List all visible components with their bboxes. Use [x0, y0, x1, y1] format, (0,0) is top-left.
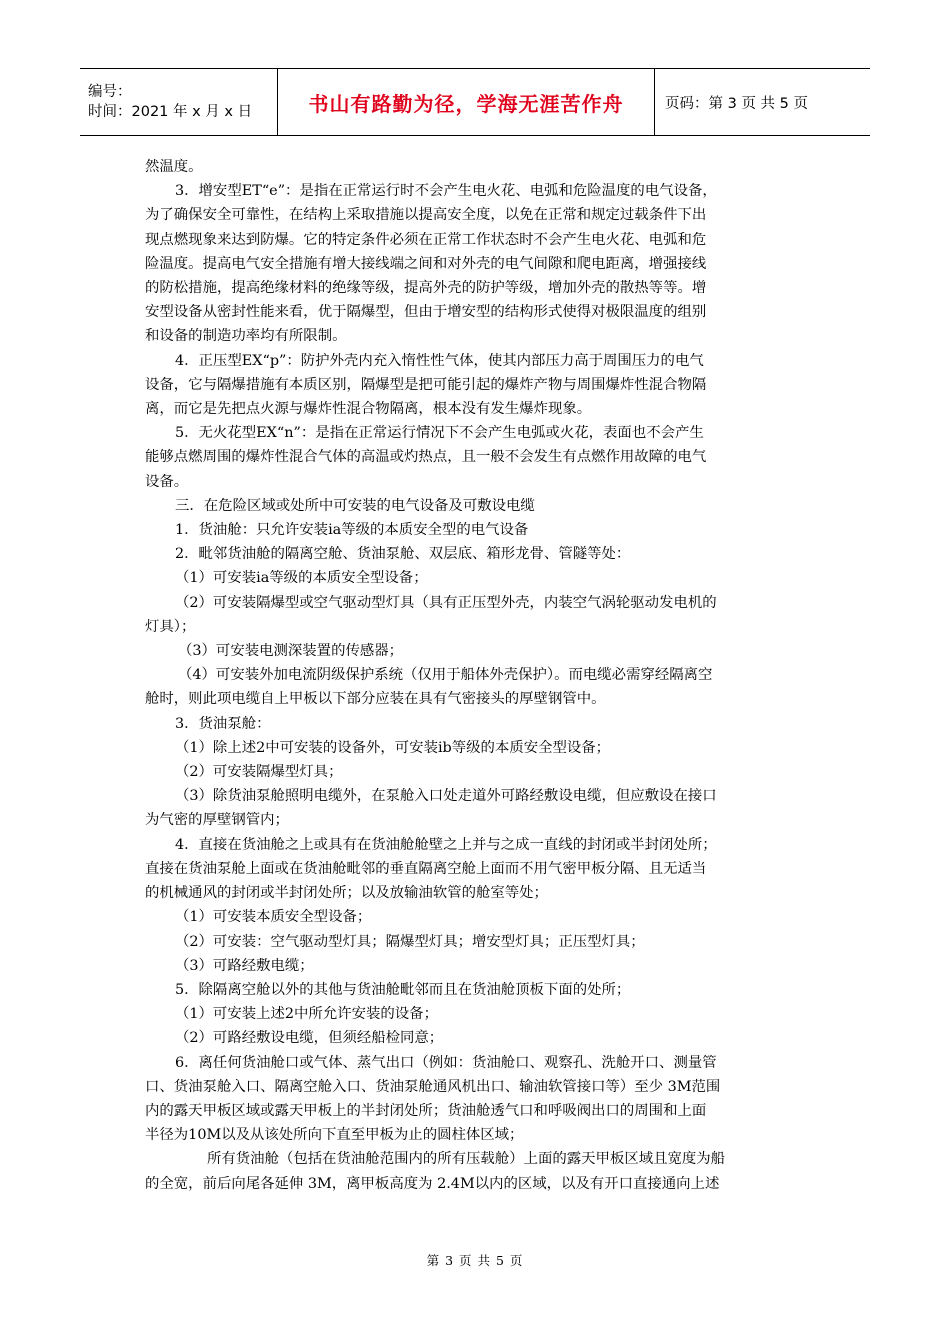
- text-line: 5．无火花型EX“n”：是指在正常运行情况下不会产生电弧或火花，表面也不会产生: [175, 425, 704, 442]
- text-line: （3）可安装电测深装置的传感器；: [178, 643, 404, 660]
- text-line: 2．毗邻货油舱的隔离空舱、货油泵舱、双层底、箱形龙骨、管隧等处：: [175, 546, 631, 563]
- text-line: 然温度。: [145, 159, 203, 175]
- text-line: 设备。: [145, 473, 189, 490]
- text-line: 5．除隔离空舱以外的其他与货油舱毗邻而且在货油舱顶板下面的处所；: [175, 981, 631, 998]
- page-footer: 第 3 页 共 5 页: [426, 1253, 524, 1268]
- page-header: [80, 68, 870, 136]
- text-line: 设备，它与隔爆措施有本质区别，隔爆型是把可能引起的爆炸产物与周围爆炸性混合物隔: [145, 376, 707, 393]
- text-line: 和设备的制造功率均有所限制。: [145, 328, 347, 345]
- text-line: 4．正压型EX“p”：防护外壳内充入惰性性气体，使其内部压力高于周围压力的电气: [175, 352, 704, 369]
- text-line: 险温度。提高电气安全措施有增大接线端之间和对外壳的电气间隙和爬电距离，增强接线: [145, 255, 707, 272]
- text-line: （2）可安装隔爆型灯具；: [175, 764, 343, 781]
- text-line: 安型设备从密封性能来看，优于隔爆型，但由于增安型的结构形式使得对极限温度的组别: [145, 304, 707, 321]
- text-line: 内的露天甲板区域或露天甲板上的半封闭处所；货油舱透气口和呼吸阀出口的周围和上面: [145, 1102, 707, 1119]
- text-line: 现点燃现象来达到防爆。它的特定条件必须在正常工作状态时不会产生电火花、电弧和危: [145, 231, 707, 248]
- text-line: （3）可路经敷电缆；: [175, 957, 314, 974]
- text-line: 的全宽，前后向尾各延伸 3M，离甲板高度为 2.4M以内的区域，以及有开口直接通向上述: [145, 1175, 720, 1192]
- document-body: [145, 155, 810, 1196]
- text-line: 的机械通风的封闭或半封闭处所；以及放输油软管的舱室等处；: [145, 885, 548, 902]
- text-line: 1．货油舱：只允许安装ia等级的本质安全型的电气设备: [175, 522, 529, 539]
- text-line: 为了确保安全可靠性，在结构上采取措施以提高安全度，以免在正常和规定过载条件下出: [145, 207, 707, 224]
- text-line: （2）可安装隔爆型或空气驱动型灯具（具有正压型外壳，内装空气涡轮驱动发电机的: [175, 594, 717, 611]
- text-line: （1）可安装本质安全型设备；: [175, 909, 372, 926]
- text-line: （2）可路经敷设电缆，但须经船检同意；: [175, 1030, 444, 1047]
- header-motto: 书山有路勤为径，学海无涯苦作舟: [278, 69, 655, 135]
- text-line: 灯具）；: [145, 618, 196, 635]
- text-line: 三．在危险区域或处所中可安装的电气设备及可敷设电缆: [175, 497, 535, 514]
- text-line: （4）可安装外加电流阴级保护系统（仅用于船体外壳保护）。而电缆必需穿经隔离空: [178, 667, 713, 684]
- text-line: 舱时，则此项电缆自上甲板以下部分应装在具有气密接头的厚壁钢管中。: [145, 691, 606, 708]
- text-line: 半径为10M以及从该处所向下直至甲板为止的圆柱体区域；: [145, 1127, 524, 1144]
- text-line: 4．直接在货油舱之上或具有在货油舱舱壁之上并与之成一直线的封闭或半封闭处所；: [175, 836, 717, 853]
- text-line: （1）可安装上述2中所允许安装的设备；: [175, 1006, 438, 1023]
- text-line: 离，而它是先把点火源与爆炸性混合物隔离，根本没有发生爆炸现象。: [145, 401, 592, 418]
- document-time-label: 时间：2021 年 x 月 x 日: [88, 104, 253, 120]
- text-line: 3．货油泵舱：: [175, 715, 271, 732]
- header-page-info: 页码：第 3 页 共 5 页: [665, 95, 808, 112]
- text-line: 3．增安型ET“e”：是指在正常运行时不会产生电火花、电弧和危险温度的电气设备，: [175, 183, 717, 200]
- text-line: （2）可安装：空气驱动型灯具；隔爆型灯具；增安型灯具；正压型灯具；: [175, 933, 645, 950]
- text-line: 所有货油舱（包括在货油舱范围内的所有压载舱）上面的露天甲板区域且宽度为船: [207, 1151, 726, 1168]
- text-line: 能够点燃周围的爆炸性混合气体的高温或灼热点，且一般不会发生有点燃作用故障的电气: [145, 449, 707, 466]
- header-meta: [80, 69, 278, 135]
- text-line: （1）可安装ia等级的本质安全型设备；: [175, 570, 428, 587]
- document-number-label: 编号：: [88, 84, 132, 100]
- text-line: 直接在货油泵舱上面或在货油舱毗邻的垂直隔离空舱上面而不用气密甲板分隔、且无适当: [145, 860, 707, 877]
- text-line: 口、货油泵舱入口、隔离空舱入口、货油泵舱通风机出口、输油软管接口等）至少 3M范围: [145, 1078, 721, 1095]
- text-line: （3）除货油泵舱照明电缆外，在泵舱入口处走道外可路经敷设电缆，但应敷设在接口: [175, 788, 717, 805]
- text-line: 6．离任何货油舱口或气体、蒸气出口（例如：货油舱口、观察孔、洗舱开口、测量管: [175, 1054, 717, 1071]
- text-line: 的防松措施，提高绝缘材料的绝缘等级，提高外壳的防护等级，增加外壳的散热等等。增: [145, 280, 707, 297]
- text-line: （1）除上述2中可安装的设备外，可安装ib等级的本质安全型设备；: [175, 739, 611, 756]
- text-line: 为气密的厚壁钢管内；: [145, 812, 289, 829]
